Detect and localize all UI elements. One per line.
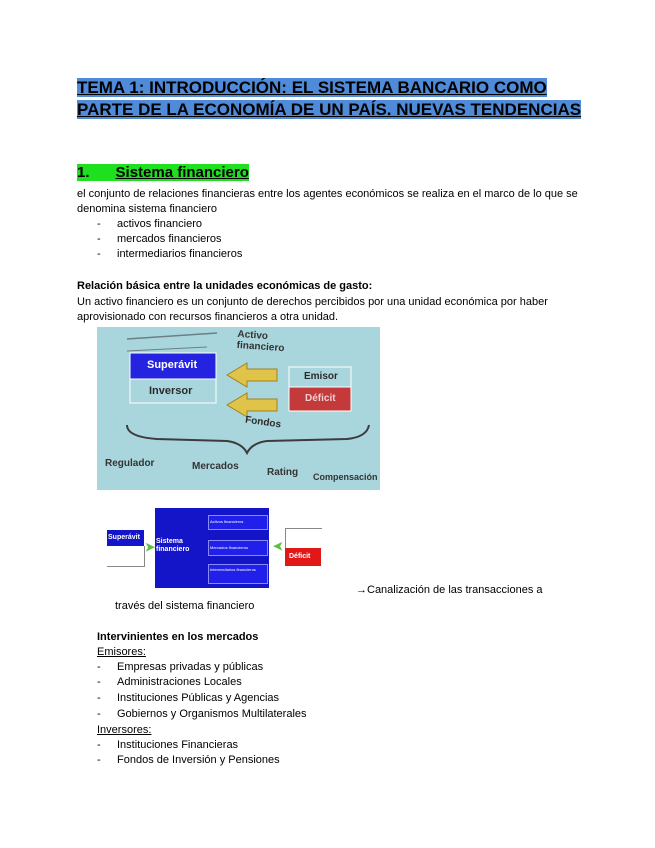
diagram-superavit-base bbox=[107, 546, 145, 567]
diagram-sistema-label: Sistema financiero bbox=[156, 538, 190, 553]
list-item: - Empresas privadas y públicas bbox=[97, 661, 264, 673]
photo-label-rating: Rating bbox=[267, 467, 299, 478]
list-item: - Administraciones Locales bbox=[97, 676, 242, 688]
list-item: - Instituciones Financieras bbox=[97, 739, 239, 751]
inversores-list bbox=[97, 738, 417, 770]
photo-label-deficit: Déficit bbox=[305, 393, 336, 404]
emisores-list bbox=[97, 660, 417, 720]
inversores-label: Inversores: bbox=[97, 724, 152, 736]
intervinientes-heading: Intervinientes en los mercados bbox=[97, 631, 259, 643]
photo-sistema-financiero bbox=[97, 327, 380, 490]
diagram-box-mercados-label: Mercados financieros bbox=[210, 545, 249, 550]
photo-label-emisor: Emisor bbox=[304, 371, 338, 382]
section-title: Sistema financiero bbox=[115, 164, 249, 181]
list-item: - Gobiernos y Organismos Multilaterales bbox=[97, 708, 307, 720]
intro-list bbox=[97, 217, 397, 263]
diagram-deficit-label: Déficit bbox=[289, 553, 311, 560]
photo-label-compensacion: Compensación bbox=[313, 472, 378, 482]
photo-label-fondos: Fondos bbox=[244, 414, 282, 431]
diagram-deficit-top bbox=[285, 528, 322, 549]
list-item: - mercados financieros bbox=[97, 233, 222, 245]
arrow-left-icon: ➤ bbox=[273, 539, 284, 553]
relacion-paragraph: Un activo financiero es un conjunto de derechos percibidos por una unidad económica por haber aprovisionado con recursos financieros a otra unidad. bbox=[77, 296, 548, 323]
canalizacion-line1: →Canalización de las transacciones a bbox=[356, 584, 543, 596]
diagram-superavit-label: Superávit bbox=[108, 534, 140, 541]
section-number: 1. bbox=[77, 164, 90, 181]
section-heading-sistema-financiero bbox=[77, 164, 249, 181]
diagram-box-intermediarios-label: Intermediarios financieros bbox=[210, 567, 256, 572]
photo-label-activo: Activo financiero bbox=[236, 328, 285, 355]
relacion-heading: Relación básica entre la unidades económicas de gasto: bbox=[77, 280, 373, 292]
photo-label-mercados: Mercados bbox=[192, 461, 239, 472]
photo-label-regulador: Regulador bbox=[105, 458, 155, 469]
arrow-right-icon: ➤ bbox=[145, 540, 156, 554]
list-item: - activos financiero bbox=[97, 218, 202, 230]
diagram-box-activos-label: Activos financieros bbox=[210, 519, 244, 524]
list-item: - Instituciones Públicas y Agencias bbox=[97, 692, 280, 704]
list-item: - Fondos de Inversión y Pensiones bbox=[97, 754, 280, 766]
diagram-sistema-financiero bbox=[107, 508, 322, 592]
intro-paragraph: el conjunto de relaciones financieras entre los agentes económicos se realiza en el marco de lo que se denomina sistema financiero bbox=[77, 188, 578, 215]
list-item: - intermediarios financieros bbox=[97, 248, 243, 260]
document-title: TEMA 1: INTRODUCCIÓN: EL SISTEMA BANCARIO COMO PARTE DE LA ECONOMÍA DE UN PAÍS. NUEVAS TENDENCIAS bbox=[77, 78, 582, 119]
photo-label-inversor: Inversor bbox=[149, 385, 193, 397]
emisores-label: Emisores: bbox=[97, 646, 146, 658]
canalizacion-line2: través del sistema financiero bbox=[115, 600, 255, 612]
photo-label-superavit: Superávit bbox=[147, 359, 198, 371]
